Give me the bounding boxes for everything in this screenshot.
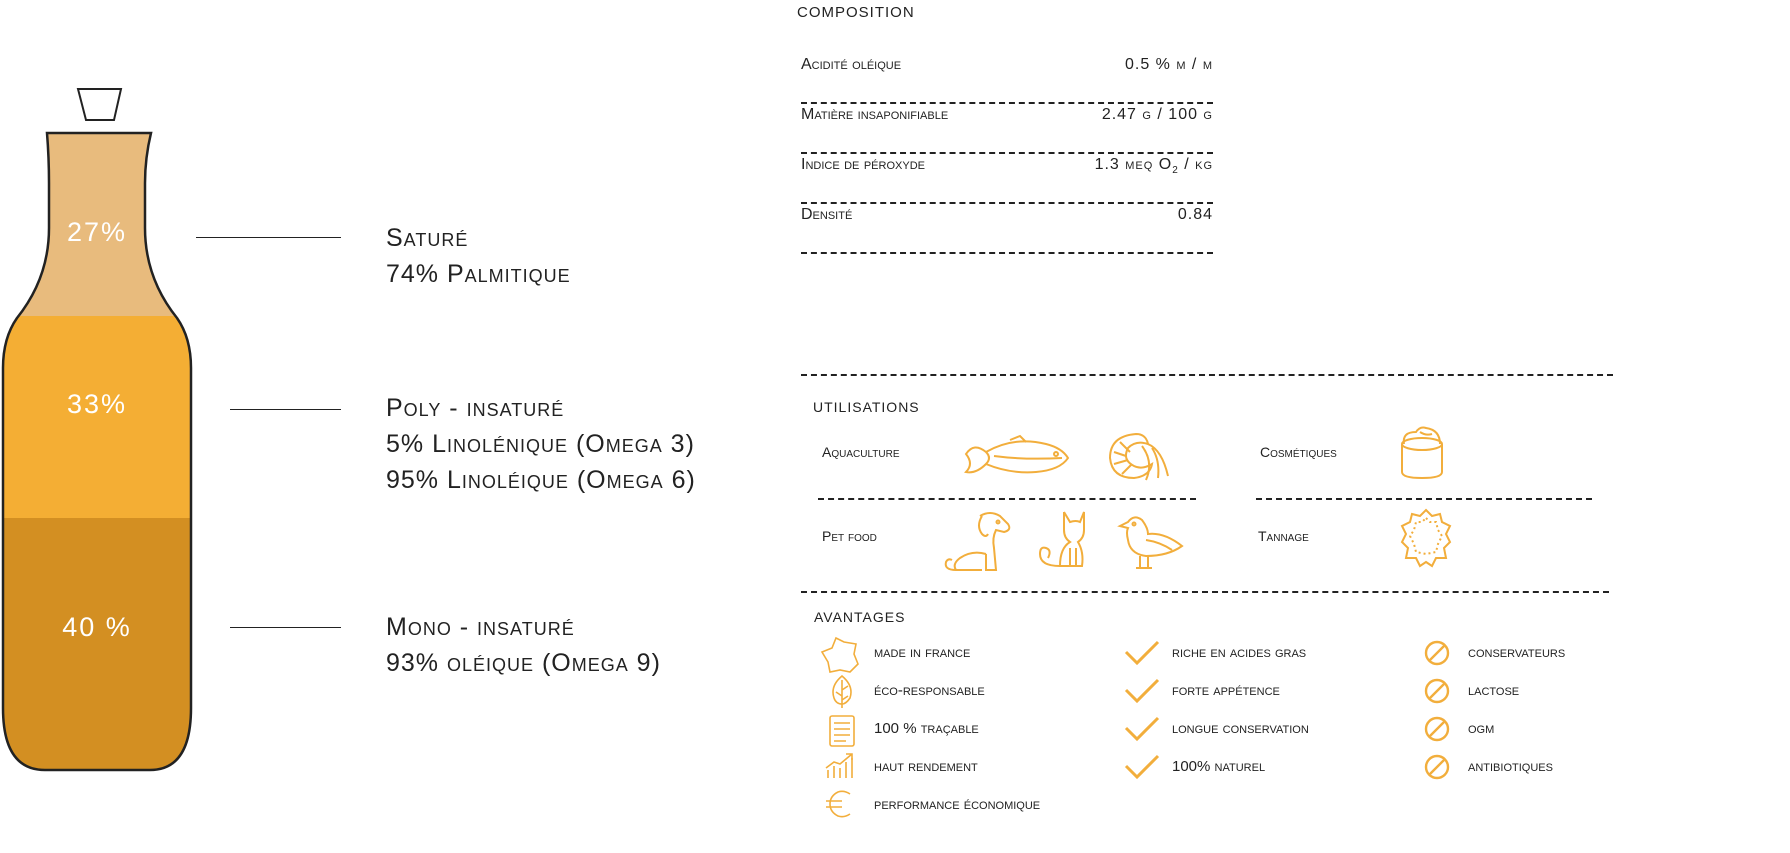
prohibited-icon: [1424, 716, 1450, 742]
composition-row: [801, 104, 1213, 154]
use-cosmetiques: Cosmétiques: [1260, 444, 1337, 460]
advantage-item: forte appétence: [1172, 682, 1280, 699]
divider-use-left: [818, 498, 1196, 500]
composition-label: Indice de péroxyde: [801, 156, 925, 173]
use-aquaculture: Aquaculture: [822, 444, 900, 460]
percent-mono: 40 %: [62, 612, 132, 642]
acid-mono-line-1: 93% oléique (Omega 9): [386, 649, 661, 677]
growth-chart-icon: [824, 752, 856, 780]
composition-title: composition: [797, 0, 915, 22]
composition-value: 0.5 % m / m: [1124, 56, 1213, 73]
shrimp-icon: [1106, 430, 1170, 482]
acid-mono: [386, 609, 661, 681]
acid-sature-line-1: 74% Palmitique: [386, 260, 571, 288]
euro-icon: [824, 788, 854, 820]
utilisations-title: utilisations: [813, 395, 920, 417]
leaf-icon: [830, 674, 854, 710]
acid-poly-line-1: 5% Linolénique (Omega 3): [386, 430, 695, 458]
connector-poly: [230, 409, 341, 410]
composition-value: [1095, 156, 1213, 176]
fish-icon: [964, 434, 1072, 478]
use-tannage: Tannage: [1258, 528, 1309, 544]
percent-sature: 27%: [66, 217, 128, 247]
advantage-item: conservateurs: [1468, 644, 1566, 661]
acid-poly-line-2: 95% Linoléique (Omega 6): [386, 466, 696, 494]
value-sub: 2: [1172, 165, 1179, 177]
composition-value: 2.47 g / 100 g: [1101, 106, 1213, 123]
checkmark-icon: [1124, 716, 1160, 742]
value-pre: 1.3 meq O: [1094, 156, 1173, 173]
prohibited-icon: [1424, 640, 1450, 666]
composition-label: Matière insaponifiable: [801, 106, 949, 123]
leather-hide-icon: [1400, 508, 1452, 570]
prohibited-icon: [1424, 754, 1450, 780]
advantage-item: éco-responsable: [874, 682, 985, 699]
composition-table: [801, 54, 1213, 254]
advantage-item: performance économique: [874, 796, 1041, 813]
advantage-item: haut rendement: [874, 758, 978, 775]
advantage-item: ogm: [1468, 720, 1495, 737]
composition-row: [801, 54, 1213, 104]
composition-label: Densité: [801, 206, 853, 223]
value-post: / kg: [1178, 156, 1213, 173]
advantage-item: antibiotiques: [1468, 758, 1553, 775]
advantage-item: lactose: [1468, 682, 1520, 699]
avantages-title: avantages: [814, 605, 906, 627]
prohibited-icon: [1424, 678, 1450, 704]
composition-value: 0.84: [1177, 206, 1213, 223]
cork: [78, 89, 121, 120]
cat-icon: [1034, 508, 1088, 570]
composition-row: [801, 154, 1213, 204]
use-petfood: Pet food: [822, 528, 877, 544]
advantage-item: made in france: [874, 644, 971, 661]
checkmark-icon: [1124, 754, 1160, 780]
bird-icon: [1116, 512, 1186, 572]
france-map-icon: [820, 636, 860, 674]
divider-use-right: [1256, 498, 1592, 500]
checkmark-icon: [1124, 678, 1160, 704]
acid-poly-title: Poly - insaturé: [386, 394, 565, 422]
composition-label: Acidité oléique: [801, 56, 902, 73]
advantage-item: 100 % traçable: [874, 720, 979, 737]
advantage-item: riche en acides gras: [1172, 644, 1307, 661]
percent-poly: 33%: [66, 389, 128, 419]
oil-bottle-chart: [0, 88, 200, 774]
acid-mono-title: Mono - insaturé: [386, 613, 575, 641]
dog-icon: [942, 508, 1014, 574]
composition-row: [801, 204, 1213, 254]
advantage-item: longue conservation: [1172, 720, 1309, 737]
divider-top: [801, 374, 1613, 376]
segment-mono: [0, 518, 200, 774]
checklist-icon: [828, 714, 856, 748]
acid-sature-title: Saturé: [386, 224, 469, 252]
connector-sature: [196, 237, 341, 238]
divider-avantages: [801, 591, 1609, 593]
checkmark-icon: [1124, 640, 1160, 666]
cream-jar-icon: [1398, 424, 1446, 480]
acid-sature: [386, 220, 571, 292]
acid-poly: [386, 390, 696, 498]
advantage-item: 100% naturel: [1172, 758, 1266, 775]
connector-mono: [230, 627, 341, 628]
